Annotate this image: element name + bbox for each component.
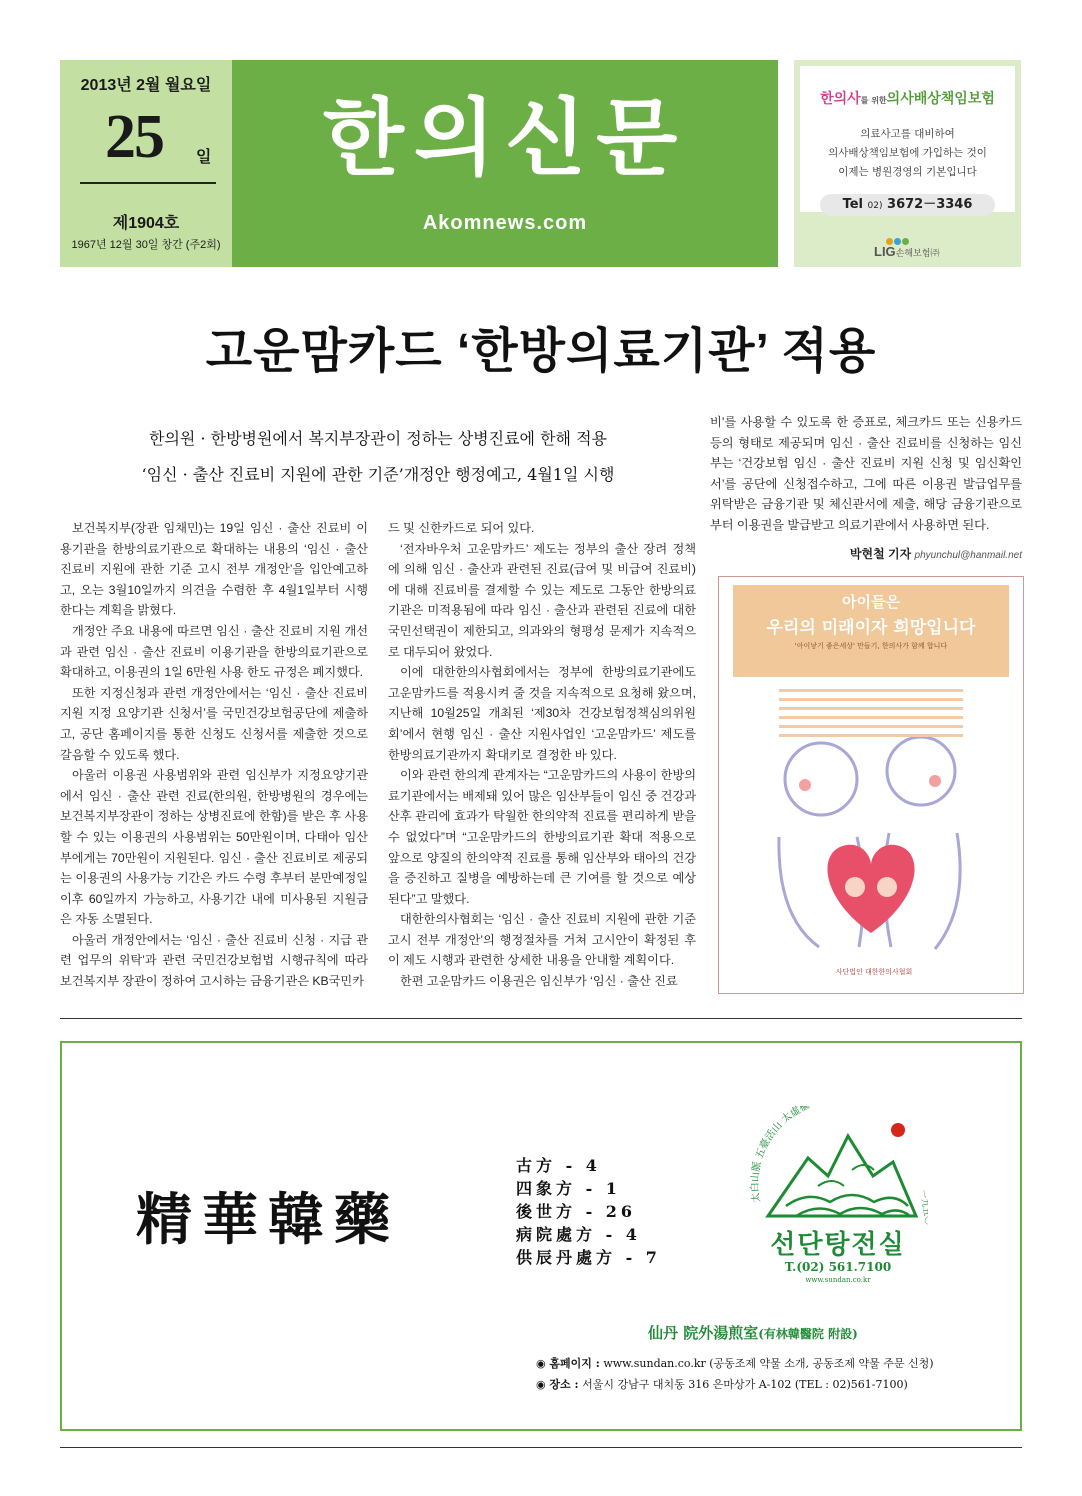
tel-number: 3672－3346 [887,197,973,212]
prescription-list [516,1154,661,1269]
ad-title-green: 의사배상책임보험 [886,91,995,107]
article-column-2 [388,518,696,992]
ad-title-pink: 한의사 [820,91,861,107]
reporter-name: 박현철 기자 [849,547,912,561]
byline [710,545,1022,562]
paragraph: 아울러 개정안에서는 ‘임신 · 출산 진료비 신청 · 지급 관련 업무의 위탁’과 관련 국민건강보험법 시행규칙에 따라 보건복지부 장관이 정하여 고시하는 금융기관은 KB국민카 [60,932,368,989]
newspaper-title: 한의신문 [322,88,688,187]
ad-line: 이제는 병원경영의 기본입니다 [838,166,977,178]
date-box [60,60,232,267]
article-column-1 [60,518,368,992]
family-illustration [759,737,983,957]
ad-line: 의사배상책임보험에 가입하는 것이 [828,147,987,159]
founded-line: 1967년 12월 30일 창간 (주2회) [71,239,221,251]
paragraph: 한편 고운맘카드 이용권은 임신부가 ‘임신 · 출산 진료 [400,974,678,989]
address-text: 서울시 강남구 대치동 316 은마상가 A-102 (TEL : 02)561-7100) [582,1378,908,1391]
homepage-label: ◉ 홈페이지 : [536,1357,600,1370]
date-line: 2013년 2월 월요일 [80,77,212,94]
poster-line-2: 우리의 미래이자 희망입니다 [766,618,976,638]
paragraph: 대한한의사협회는 ‘임신 · 출산 진료비 지원에 관한 기준 고시 전부 개정안’의 행정절차를 거쳐 고시안이 확정된 후 이 제도 시행과 관련한 상세한 내용을 안내할 계획이다. [388,912,696,968]
paragraph: 드 및 신한카드로 되어 있다. [388,521,535,535]
tel-area: 02) [867,201,883,211]
prescription-item: 後世方 - 26 [516,1202,637,1221]
ad-line: 의료사고를 대비하여 [860,128,955,140]
logo-name: 선단탕전실 [770,1230,906,1260]
company-name: LIG [874,244,896,259]
article-headline: 고운맘카드 ‘한방의료기관’ 적용 [205,325,877,378]
paragraph: 비’를 사용할 수 있도록 한 증표로, 체크카드 또는 신용카드 등의 형태로 제공되며 임신 · 출산 진료비를 신청하는 임신부는 ‘건강보험 임신 · 출산 진료비 지원 신청 및 임신확인서’를 공단에 신청접수하고, 그에 따른 이용권 발급업무를 위탁받은 금융기관 및 체신관서에 제출, 해당 금융기관으로부터 이용권을 발급받고 의료기관에서 사용하면 된다. [710,415,1022,532]
homepage-link[interactable]: www.sundan.co.kr (공동조제 약물 소개, 공동조제 약물 주문 신청) [603,1357,934,1370]
logo-website[interactable]: www.sundan.co.kr [805,1276,871,1284]
company-suffix: 손해보험㈜ [895,248,940,258]
article-column-3 [710,412,1022,536]
insurance-ad-panel [800,66,1015,212]
paragraph: 또한 지정신청과 관련 개정안에서는 ‘임신 · 출산 진료비 지원 지정 요양기관 신청서’를 국민건강보험공단에 제출하고, 공단 홈페이지를 통한 신청도 신청서를 제출한 것으로 갈음할 수 있도록 했다. [60,685,368,762]
prescription-item: 四象方 - 1 [516,1179,621,1198]
clinic-name-main: 仙丹 院外湯煎室 [648,1324,759,1342]
ad-title-small: 를 위한 [860,96,887,105]
prescription-item: 供辰丹處方 - 7 [516,1248,661,1267]
clinic-name [648,1322,858,1343]
homepage-line [536,1355,934,1371]
paragraph: 아울러 이용권 사용범위와 관련 임신부가 지정요양기관에서 임신 · 출산 관련 진료(한의원, 한방병원의 경우에는 보건복지부장관이 정하는 상병진료에 한함)를 받은 후 사용할 수 있는 이용권의 사용범위는 50만원이며, 다태아 임산부에게는 70만원이 지원된다. 임신 · 출산 진료비로 제공되는 이용권의 사용가능 기간은 카드 수령 후부터 분만예정일 이후 60일까지 가능하고, 사용기간 내에 미사용된 지원금은 자동 소멸된다. [60,768,368,927]
prescription-item: 病院處方 - 4 [516,1225,641,1244]
lig-company-name [874,244,939,259]
campaign-poster-image [718,576,1024,994]
paragraph: 이와 관련 한의계 관계자는 “고운맘카드의 사용이 한방의료기관에서는 배제돼 있어 많은 임산부들이 임신 중 건강과 산후 관리에 효과가 탁월한 한의약적 진료를 편리하게 받을 수 없었다”며 “고운맘카드의 한방의료기관 확대 적용으로 앞으로 양질의 한의약적 진료를 통해 임산부와 태아의 건강을 증진하고 질병을 예방하는데 큰 기여를 할 것으로 예상된다”고 말했다. [388,768,696,906]
tel-label: Tel [842,197,863,212]
poster-line-1: 아이들은 [842,593,900,611]
insurance-ad[interactable] [794,60,1021,267]
logo-arc-text: 太白山脈 五臺活山 太虛樞 [749,1106,812,1204]
reporter-email[interactable]: phyunchul@hanmail.net [914,550,1022,561]
ad-main-title: 精華韓藥 [136,1187,400,1253]
logo-side-text: 一九五〇 [917,1188,928,1226]
paragraph: 개정안 주요 내용에 따르면 임신 · 출산 진료비 지원 개선과 관련 임신 · 출산 진료비 이용기관을 한방의료기관으로 확대하고, 이용권의 1일 6만원 사용 한도 규정은 폐지했다. [60,623,368,680]
logo-telephone: T.(02) 561.7100 [784,1260,892,1274]
prescription-item: 古方 - 4 [516,1156,601,1175]
article-subhead-2: ‘임신 · 출산 진료비 지원에 관한 기준’개정안 행정예고, 4월1일 시행 [141,465,615,484]
paragraph: ‘전자바우처 고운맘카드’ 제도는 정부의 출산 장려 정책에 의해 임신 · 출산과 관련된 진료(급여 및 비급여 진료비)에 대해 진료비를 결제할 수 있는 제도로 그동안 한방의료기관은 미적용됨에 따라 임신 · 출산과 관련된 진료에 대한 국민선택권이 제한되고, 의과와의 형평성 문제가 지속적으로 대두되어 왔었다. [388,541,696,659]
day-suffix: 일 [196,147,212,166]
insurance-ad-title [800,88,1015,108]
issue-number: 제1904호 [112,215,180,232]
paragraph: 보건복지부(장관 임채민)는 19일 임신 · 출산 진료비 이용기관을 한방의료기관으로 확대하는 내용의 ‘임신 · 출산 진료비 지원에 관한 기준 고시 전부 개정안’을 입안예고하고, 오는 3월10일까지 의견을 수렴한 후 4월1일부터 시행한다는 계획을 밝혔다. [60,521,368,618]
mountain-logo-icon [748,1106,928,1226]
sundan-logo [748,1106,928,1292]
clinic-name-suffix: (有林韓醫院 附設) [758,1327,858,1341]
ad-telephone[interactable] [820,194,995,216]
day-number: 25 [105,103,163,171]
poster-line-3: '아이낳기 좋은세상' 만들기, 한의사가 함께 합니다 [794,642,948,650]
bottom-divider [60,1447,1022,1448]
poster-footer: 사단법인 대한한의사협회 [835,968,913,976]
newspaper-website[interactable]: Akomnews.com [422,212,588,234]
svg-text:太白山脈 五臺活山 太虛樞 [748,1106,811,1204]
paragraph: 이에 대한한의사협회에서는 정부에 한방의료기관에도 고운맘카드를 적용시켜 줄 것을 지속적으로 요청해 왔으며, 지난해 10월25일 개최된 ‘제30차 건강보험정책심의위원회’에서 현행 임신 · 출산 지원사업인 ‘고운맘카드’ 제도를 한방의료기관까지 확대키로 결정한 바 있다. [388,665,696,762]
date-divider [80,182,216,184]
address-label: ◉ 장소 : [536,1378,579,1391]
article-subhead-1: 한의원 · 한방병원에서 복지부장관이 정하는 상병진료에 한해 적용 [148,429,607,448]
masthead-title-box [232,60,778,267]
poster-banner [733,585,1009,677]
section-divider [60,1018,1022,1019]
address-line [536,1376,908,1392]
